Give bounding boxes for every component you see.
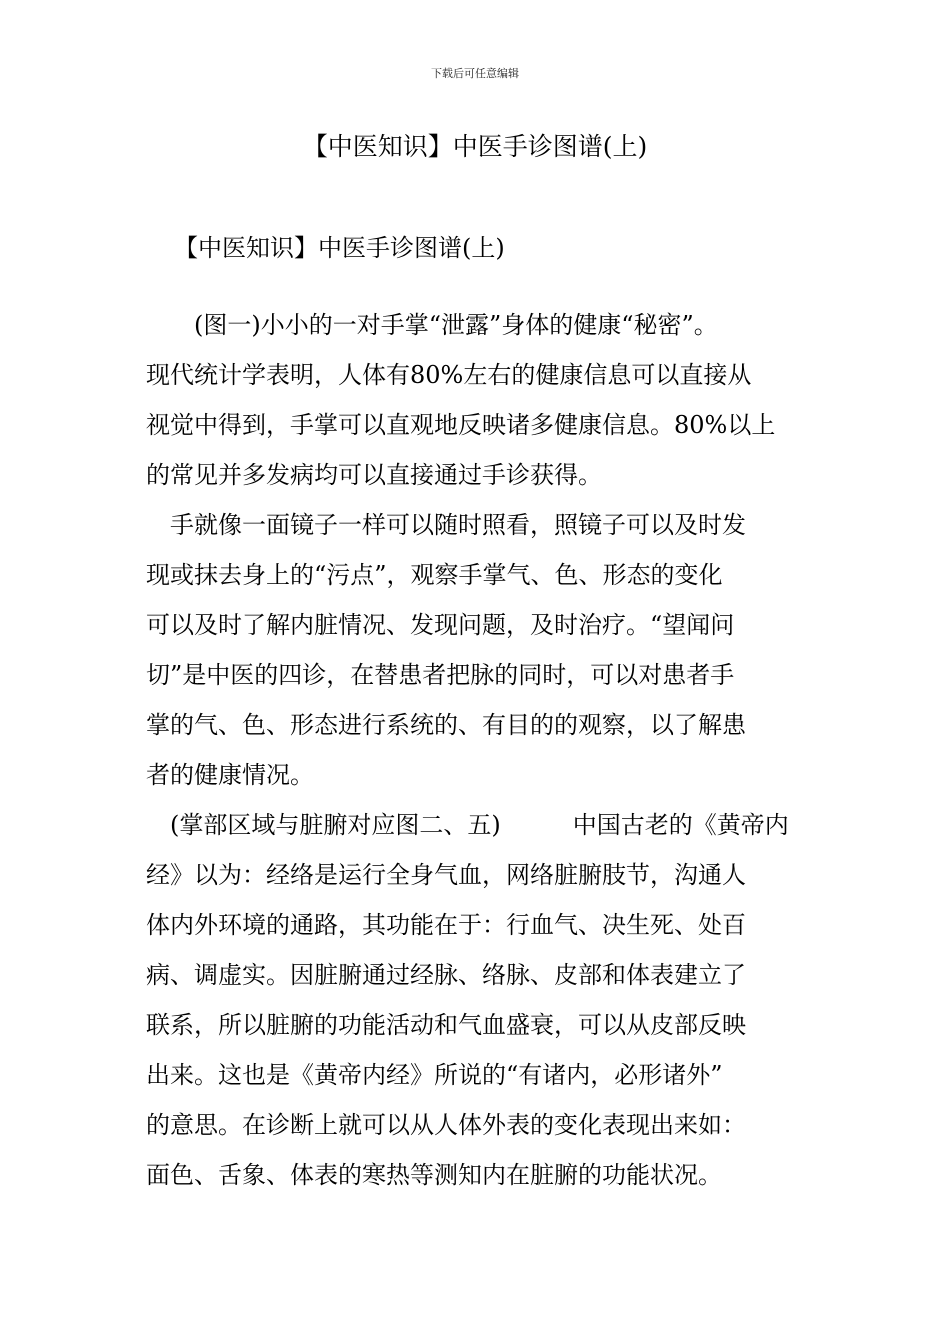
document-title: 【中医知识】中医手诊图谱(上) bbox=[302, 132, 648, 161]
text-line: 切”是中医的四诊，在替患者把脉的同时，可以对患者手 bbox=[146, 661, 735, 689]
text-line: 出来。这也是《黄帝内经》所说的“有诸内，必形诸外” bbox=[146, 1061, 723, 1089]
document-subtitle: 【中医知识】中医手诊图谱(上) bbox=[174, 234, 505, 262]
text-line: 现或抹去身上的“污点”，观察手掌气、色、形态的变化 bbox=[146, 561, 723, 589]
body-text bbox=[146, 300, 810, 1200]
text-line: 面色、舌象、体表的寒热等测知内在脏腑的功能状况。 bbox=[146, 1161, 722, 1189]
text-line: 者的健康情况。 bbox=[146, 761, 314, 789]
text-line: 的意思。在诊断上就可以从人体外表的变化表现出来如： bbox=[146, 1111, 746, 1139]
text-line: 体内外环境的通路，其功能在于：行血气、决生死、处百 bbox=[146, 911, 746, 939]
text-line: 现代统计学表明，人体有80%左右的健康信息可以直接从 bbox=[146, 361, 752, 389]
text-line: 病、调虚实。因脏腑通过经脉、络脉、皮部和体表建立了 bbox=[146, 961, 746, 989]
text-line: 掌的气、色、形态进行系统的、有目的的观察，以了解患 bbox=[146, 711, 746, 739]
text-line: 的常见并多发病均可以直接通过手诊获得。 bbox=[146, 461, 602, 489]
text-line: 可以及时了解内脏情况、发现问题，及时治疗。“望闻问 bbox=[146, 611, 735, 639]
text-line: (图一)小小的一对手掌“泄露”身体的健康“秘密”。 bbox=[146, 311, 718, 339]
text-line: 视觉中得到，手掌可以直观地反映诸多健康信息。80%以上 bbox=[146, 411, 776, 439]
text-line: 经》以为：经络是运行全身气血，网络脏腑肢节，沟通人 bbox=[146, 861, 746, 889]
header-note: 下载后可任意编辑 bbox=[431, 67, 519, 80]
text-line: (掌部区域与脏腑对应图二、五) 中国古老的《黄帝内 bbox=[146, 811, 789, 839]
text-line: 手就像一面镜子一样可以随时照看，照镜子可以及时发 bbox=[146, 511, 746, 539]
text-line: 联系，所以脏腑的功能活动和气血盛衰，可以从皮部反映 bbox=[146, 1011, 746, 1039]
